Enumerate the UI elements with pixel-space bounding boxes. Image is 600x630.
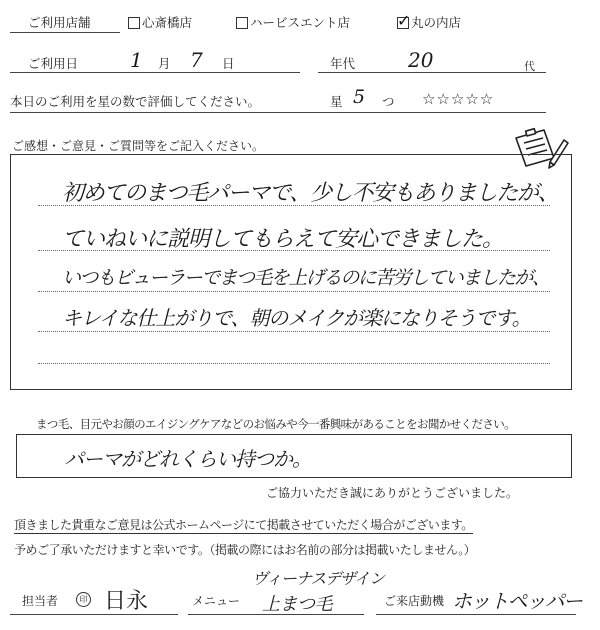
comment-line: 初めてのまつ毛パーマで、少し不安もありましたが、 bbox=[62, 181, 559, 206]
age-value: 20 bbox=[408, 48, 434, 72]
notice-line-1: 頂きました貴重なご意見は公式ホームページにて掲載させていただく場合がございます。 bbox=[14, 518, 473, 532]
rating-value: 5 bbox=[353, 86, 366, 108]
store-option-marunouchi[interactable] bbox=[397, 13, 461, 31]
concerns-answer: パーマがどれくらい持つか。 bbox=[64, 447, 311, 471]
staff-name: 日永 bbox=[104, 589, 149, 614]
age-underline bbox=[318, 72, 546, 73]
age-unit: 代 bbox=[524, 60, 535, 73]
menu-value-line-2: 上まつ毛 bbox=[262, 594, 332, 615]
store-option-shinsaibashi[interactable] bbox=[128, 13, 192, 31]
visit-month-value: 1 bbox=[130, 48, 143, 72]
rating-star-label: 星 bbox=[330, 94, 343, 109]
rating-prompt: 本日のご利用を星の数で評価してください。 bbox=[10, 94, 261, 109]
visit-date-underline bbox=[10, 72, 300, 73]
staff-underline bbox=[10, 614, 178, 615]
comments-prompt: ご感想・ご意見・ご質問等をご記入ください。 bbox=[12, 139, 265, 153]
notice-line-2: 予めご了承いただけますと幸いです。（掲載の際にはお名前の部分は掲載いたしません。） bbox=[14, 543, 476, 557]
marunouchi-checkbox[interactable] bbox=[397, 11, 411, 30]
rating-stars: ☆☆☆☆☆ bbox=[422, 90, 495, 108]
rating-underline bbox=[10, 112, 546, 113]
comment-line: いつもビューラーでまつ毛を上げるのに苦労していましたが、 bbox=[62, 267, 550, 289]
thanks-message: ご協力いただき誠にありがとうございました。 bbox=[266, 486, 519, 500]
store-option-label: 丸の内店 bbox=[411, 15, 462, 30]
visit-month-unit: 月 bbox=[158, 56, 171, 71]
comment-line-rule bbox=[38, 331, 550, 332]
visit-date-label: ご利用日 bbox=[28, 56, 79, 71]
store-label: ご利用店舗 bbox=[28, 15, 91, 30]
store-option-label: 心斎橋店 bbox=[142, 15, 193, 30]
comment-line-rule bbox=[38, 291, 550, 292]
motive-label: ご来店動機 bbox=[384, 594, 445, 608]
rating-unit: つ bbox=[382, 94, 395, 109]
store-option-herbis-ent[interactable] bbox=[236, 13, 350, 31]
age-label: 年代 bbox=[330, 56, 356, 71]
check-mark-icon: ✓ bbox=[397, 11, 411, 30]
comment-line: キレイな仕上がりで、朝のメイクが楽になりそうです。 bbox=[62, 306, 531, 330]
herbis-ent-checkbox[interactable] bbox=[236, 17, 248, 29]
motive-value: ホットペッパー bbox=[452, 589, 582, 613]
concerns-prompt: まつ毛、目元やお顔のエイジングケアなどのお悩みや今一番興味があることをお聞かせください。 bbox=[36, 417, 516, 431]
menu-underline bbox=[188, 614, 364, 615]
shinsaibashi-checkbox[interactable] bbox=[128, 17, 140, 29]
visit-day-value: 7 bbox=[190, 48, 203, 72]
menu-value-line-1: ヴィーナスデザイン bbox=[252, 569, 384, 588]
store-option-label: ハービスエント店 bbox=[250, 15, 351, 30]
seal-icon: 印 bbox=[76, 592, 91, 607]
store-underline bbox=[10, 32, 120, 33]
comment-line-rule bbox=[38, 363, 550, 364]
comment-line: ていねいに説明してもらえて安心できました。 bbox=[62, 227, 504, 252]
staff-seal bbox=[76, 590, 91, 607]
staff-label: 担当者 bbox=[22, 594, 59, 608]
visit-day-unit: 日 bbox=[222, 56, 235, 71]
menu-label: メニュー bbox=[192, 594, 241, 608]
motive-underline bbox=[376, 614, 576, 615]
